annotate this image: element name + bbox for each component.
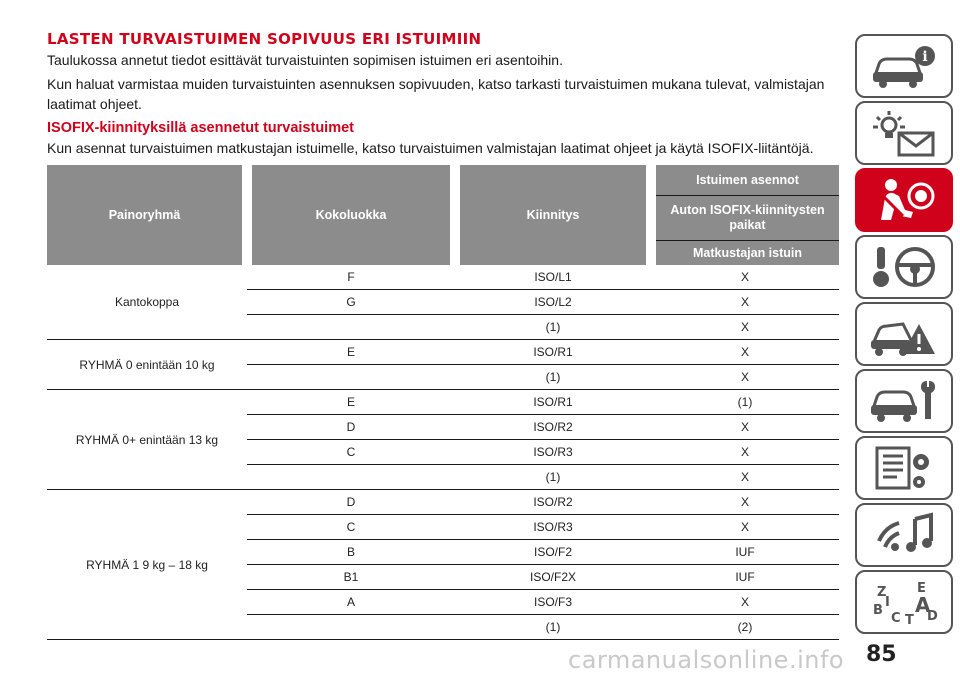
tab-warning-lights[interactable]: [855, 101, 953, 165]
fixture-cell: ISO/F3: [455, 590, 651, 615]
header-passenger-seat: Matkustajan istuin: [651, 241, 839, 266]
passenger-seat-cell: X: [651, 315, 839, 340]
fixture-cell: ISO/L2: [455, 290, 651, 315]
index-letter: I: [885, 595, 890, 610]
passenger-seat-cell: X: [651, 365, 839, 390]
size-class-cell: F: [247, 265, 455, 290]
size-class-cell: G: [247, 290, 455, 315]
size-class-cell: C: [247, 440, 455, 465]
index-letters: [873, 581, 938, 626]
size-class-cell: B: [247, 540, 455, 565]
weight-group-cell: RYHMÄ 0 enintään 10 kg: [47, 340, 247, 390]
size-class-cell: D: [247, 490, 455, 515]
size-class-cell: A: [247, 590, 455, 615]
size-class-cell: E: [247, 340, 455, 365]
passenger-seat-cell: X: [651, 440, 839, 465]
chapter-sidebar: [855, 34, 955, 637]
index-letter: B: [873, 603, 883, 618]
size-class-cell: B1: [247, 565, 455, 590]
header-isofix-positions: Auton ISOFIX-kiinnitysten paikat: [651, 196, 839, 241]
fixture-cell: ISO/R3: [455, 440, 651, 465]
passenger-seat-cell: X: [651, 290, 839, 315]
header-size-class: Kokoluokka: [247, 165, 455, 265]
index-letter: T: [905, 613, 914, 626]
table-row: [47, 340, 839, 365]
table-row: [47, 490, 839, 515]
fixture-cell: (1): [455, 315, 651, 340]
info-icon-glyph: i: [922, 49, 928, 65]
passenger-seat-cell: X: [651, 415, 839, 440]
size-class-cell: E: [247, 390, 455, 415]
index-letter: Z: [877, 585, 887, 600]
passenger-seat-cell: (1): [651, 390, 839, 415]
warning-lights-mail-icon: [869, 109, 939, 157]
size-class-cell: [247, 315, 455, 340]
tab-index[interactable]: [855, 570, 953, 634]
intro-paragraph-1: Taulukossa annetut tiedot esittävät turvaistuinten sopimisen istuimen eri asentoihin.: [47, 52, 563, 68]
car-wrench-icon: [869, 377, 939, 425]
weight-group-cell: RYHMÄ 0+ enintään 13 kg: [47, 390, 247, 490]
fixture-cell: (1): [455, 365, 651, 390]
fixture-cell: ISO/F2: [455, 540, 651, 565]
tab-car-info[interactable]: [855, 34, 953, 98]
header-fixture: Kiinnitys: [455, 165, 651, 265]
index-letter: A: [915, 593, 931, 617]
passenger-seat-cell: X: [651, 490, 839, 515]
table-row: [47, 265, 839, 290]
table-row: [47, 390, 839, 415]
size-class-cell: [247, 615, 455, 640]
tab-multimedia[interactable]: [855, 503, 953, 567]
tab-safety[interactable]: [855, 168, 953, 232]
tab-technical-data[interactable]: [855, 436, 953, 500]
header-seat-positions: Istuimen asennot: [651, 165, 839, 196]
multimedia-music-icon: [869, 511, 939, 559]
passenger-seat-cell: X: [651, 590, 839, 615]
size-class-cell: [247, 465, 455, 490]
passenger-seat-cell: IUF: [651, 565, 839, 590]
fixture-cell: ISO/R3: [455, 515, 651, 540]
fixture-cell: ISO/R1: [455, 340, 651, 365]
header-weight-group: Painoryhmä: [47, 165, 247, 265]
spec-sheet-gears-icon: [869, 444, 939, 492]
section-subheading: ISOFIX-kiinnityksillä asennetut turvaistuimet: [47, 120, 354, 136]
passenger-seat-cell: X: [651, 265, 839, 290]
car-info-icon: [869, 42, 939, 90]
section-paragraph: Kun asennat turvaistuimen matkustajan istuimelle, katso turvaistuimen valmistajan laatimat ohjeet ja käytä ISOFIX-liitäntöjä.: [47, 140, 814, 156]
seatbelt-airbag-icon: [869, 176, 939, 224]
size-class-cell: C: [247, 515, 455, 540]
fixture-cell: ISO/L1: [455, 265, 651, 290]
size-class-cell: D: [247, 415, 455, 440]
passenger-seat-cell: IUF: [651, 540, 839, 565]
fixture-cell: ISO/R1: [455, 390, 651, 415]
index-letter: E: [917, 581, 926, 596]
fixture-cell: (1): [455, 615, 651, 640]
watermark: carmanualsonline.info: [568, 646, 845, 674]
tab-emergency[interactable]: [855, 302, 953, 366]
size-class-cell: [247, 365, 455, 390]
page-number: 85: [866, 642, 897, 667]
table-body: [47, 265, 839, 640]
weight-group-cell: RYHMÄ 1 9 kg – 18 kg: [47, 490, 247, 640]
index-letter: D: [927, 609, 938, 624]
index-letter: C: [891, 611, 901, 626]
key-steering-wheel-icon: [869, 243, 939, 291]
alphabet-index-icon: [869, 578, 939, 626]
car-accident-icon: [869, 310, 939, 358]
intro-paragraph-2: Kun haluat varmistaa muiden turvaistuinten asennuksen sopivuuden, katso tarkasti turvaistuimen mukana tulevat, valmistajan laatimat ohjeet.: [47, 76, 825, 112]
page-heading: LASTEN TURVAISTUIMEN SOPIVUUS ERI ISTUIMIIN: [47, 30, 482, 48]
fixture-cell: ISO/R2: [455, 490, 651, 515]
tab-maintenance[interactable]: [855, 369, 953, 433]
passenger-seat-cell: X: [651, 465, 839, 490]
isofix-compatibility-table: [47, 165, 839, 640]
passenger-seat-cell: (2): [651, 615, 839, 640]
tab-starting-driving[interactable]: [855, 235, 953, 299]
weight-group-cell: Kantokoppa: [47, 265, 247, 340]
passenger-seat-cell: X: [651, 340, 839, 365]
page-content: [47, 30, 839, 162]
fixture-cell: ISO/R2: [455, 415, 651, 440]
fixture-cell: ISO/F2X: [455, 565, 651, 590]
passenger-seat-cell: X: [651, 515, 839, 540]
fixture-cell: (1): [455, 465, 651, 490]
